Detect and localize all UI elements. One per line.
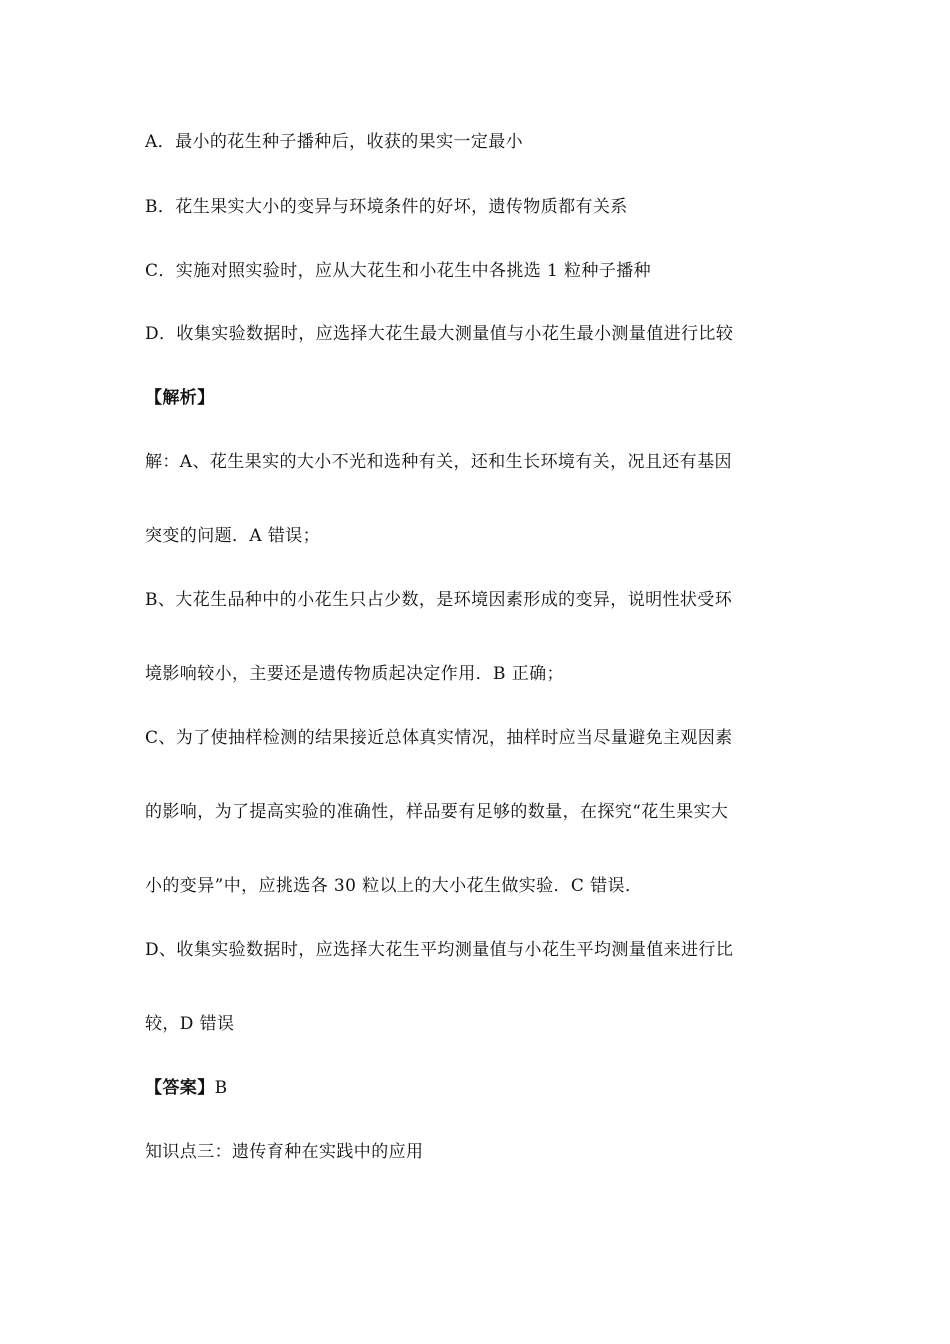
- analysis-line-6: 的影响，为了提高实验的准确性，样品要有足够的数量，在探究“花生果实大: [145, 802, 729, 822]
- analysis-line-8: D、收集实验数据时，应选择大花生平均测量值与小花生平均测量值来进行比: [145, 940, 734, 960]
- answer-value: B: [214, 1078, 228, 1098]
- answer-line: [145, 1076, 228, 1100]
- option-a: A．最小的花生种子播种后，收获的果实一定最小: [145, 132, 524, 152]
- analysis-line-5: C、为了使抽样检测的结果接近总体真实情况，抽样时应当尽量避免主观因素: [145, 728, 733, 748]
- analysis-line-4: 境影响较小，主要还是遗传物质起决定作用．B 正确；: [145, 664, 564, 684]
- analysis-line-9: 较，D 错误: [145, 1014, 235, 1034]
- answer-heading: 【答案】: [145, 1078, 215, 1098]
- analysis-line-2: 突变的问题．A 错误；: [145, 526, 321, 546]
- option-d: D．收集实验数据时，应选择大花生最大测量值与小花生最小测量值进行比较: [145, 324, 734, 344]
- option-c: C．实施对照实验时，应从大花生和小花生中各挑选 1 粒种子播种: [145, 261, 652, 281]
- analysis-line-3: B、大花生品种中的小花生只占少数，是环境因素形成的变异，说明性状受环: [145, 590, 733, 610]
- option-b: B．花生果实大小的变异与环境条件的好坏，遗传物质都有关系: [145, 197, 628, 217]
- analysis-line-7: 小的变异”中，应挑选各 30 粒以上的大小花生做实验．C 错误．: [145, 876, 643, 896]
- analysis-line-1: 解：A、花生果实的大小不光和选种有关，还和生长环境有关，况且还有基因: [145, 452, 732, 472]
- knowledge-point: 知识点三：遗传育种在实践中的应用: [145, 1142, 424, 1162]
- analysis-heading: 【解析】: [145, 388, 215, 408]
